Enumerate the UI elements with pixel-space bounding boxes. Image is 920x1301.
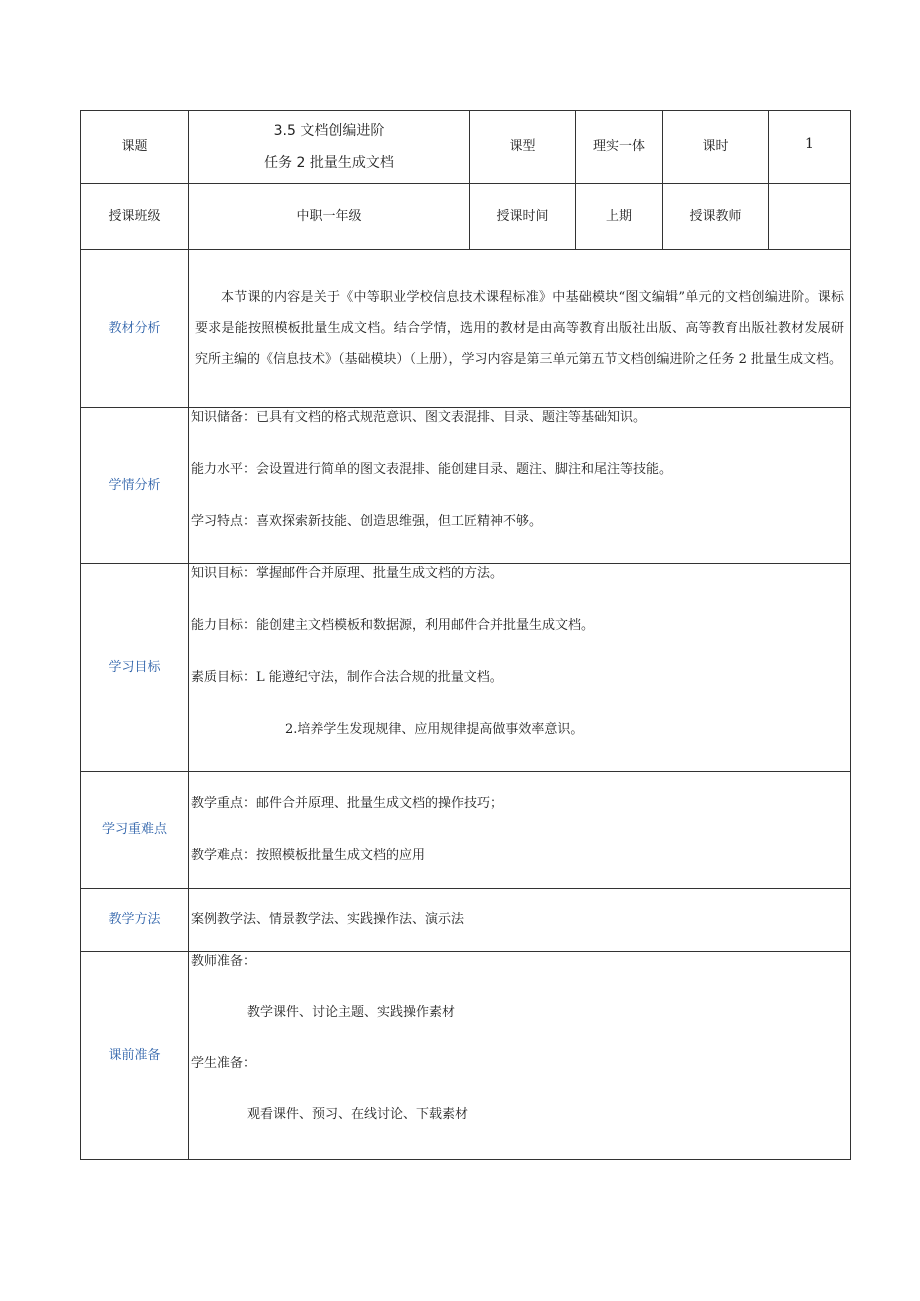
lesson-plan-sheet — [80, 110, 850, 1160]
methods-text: 案例教学法、情景教学法、实践操作法、演示法 — [191, 912, 465, 927]
keypoints-label: 学习重难点 — [81, 772, 189, 889]
class-label: 授课班级 — [81, 184, 189, 250]
learners-item: 能力水平：会设置进行简单的图文表混排、能创建目录、题注、脚注和尾注等技能。 — [191, 462, 673, 477]
prep-teacher-heading: 教师准备： — [191, 954, 257, 969]
topic-line-2: 任务 2 批量生成文档 — [264, 155, 394, 171]
keypoints-content — [189, 772, 851, 889]
goals-row — [81, 564, 851, 772]
keypoints-item: 教学重点：邮件合并原理、批量生成文档的操作技巧； — [191, 796, 504, 811]
class-row — [81, 184, 851, 250]
topic-label: 课题 — [81, 111, 189, 184]
learners-item: 学习特点：喜欢探索新技能、创造思维强，但工匠精神不够。 — [191, 514, 543, 529]
textbook-label: 教材分析 — [81, 250, 189, 408]
topic-row — [81, 111, 851, 184]
topic-line-1: 3.5 文档创编进阶 — [273, 123, 385, 139]
goals-label: 学习目标 — [81, 564, 189, 772]
goals-content — [189, 564, 851, 772]
goals-item: 2.培养学生发现规律、应用规律提高做事效率意识。 — [285, 722, 584, 737]
textbook-row — [81, 250, 851, 408]
learners-row — [81, 408, 851, 564]
hours-label: 课时 — [663, 111, 769, 184]
type-label: 课型 — [470, 111, 576, 184]
prep-content — [189, 952, 851, 1160]
time-label: 授课时间 — [470, 184, 576, 250]
textbook-text: 本节课的内容是关于《中等职业学校信息技术课程标准》中基础模块“图文编辑”单元的文档创编进阶。课标要求是能按照模板批量生成文档。结合学情，选用的教材是由高等教育出版社出版、高等教育出版社教材发展研究所主编的《信息技术》（基础模块）（上册），学习内容是第三单元第五节文档创编进阶之任务 2 批量生成文档。 — [195, 290, 844, 367]
teacher-value — [769, 184, 851, 250]
prep-student-heading: 学生准备： — [191, 1056, 257, 1071]
prep-student-text: 观看课件、预习、在线讨论、下载素材 — [247, 1107, 469, 1122]
prep-label: 课前准备 — [81, 952, 189, 1160]
methods-row — [81, 889, 851, 952]
lesson-plan-table — [80, 110, 851, 1160]
time-value: 上期 — [576, 184, 663, 250]
methods-content — [189, 889, 851, 952]
class-value: 中职一年级 — [189, 184, 470, 250]
methods-label: 教学方法 — [81, 889, 189, 952]
prep-teacher-text: 教学课件、讨论主题、实践操作素材 — [247, 1005, 456, 1020]
learners-item: 知识储备：已具有文档的格式规范意识、图文表混排、目录、题注等基础知识。 — [191, 410, 647, 425]
teacher-label: 授课教师 — [663, 184, 769, 250]
learners-label: 学情分析 — [81, 408, 189, 564]
hours-value: 1 — [769, 111, 851, 184]
goals-item: 能力目标：能创建主文档模板和数据源，利用邮件合并批量生成文档。 — [191, 618, 595, 633]
prep-row — [81, 952, 851, 1160]
topic-value — [189, 111, 470, 184]
type-value: 理实一体 — [576, 111, 663, 184]
keypoints-row — [81, 772, 851, 889]
learners-content — [189, 408, 851, 564]
goals-item: 知识目标：掌握邮件合并原理、批量生成文档的方法。 — [191, 566, 504, 581]
goals-item: 素质目标：L 能遵纪守法，制作合法合规的批量文档。 — [191, 670, 503, 685]
textbook-content — [189, 250, 851, 408]
keypoints-item: 教学难点：按照模板批量生成文档的应用 — [191, 848, 426, 863]
